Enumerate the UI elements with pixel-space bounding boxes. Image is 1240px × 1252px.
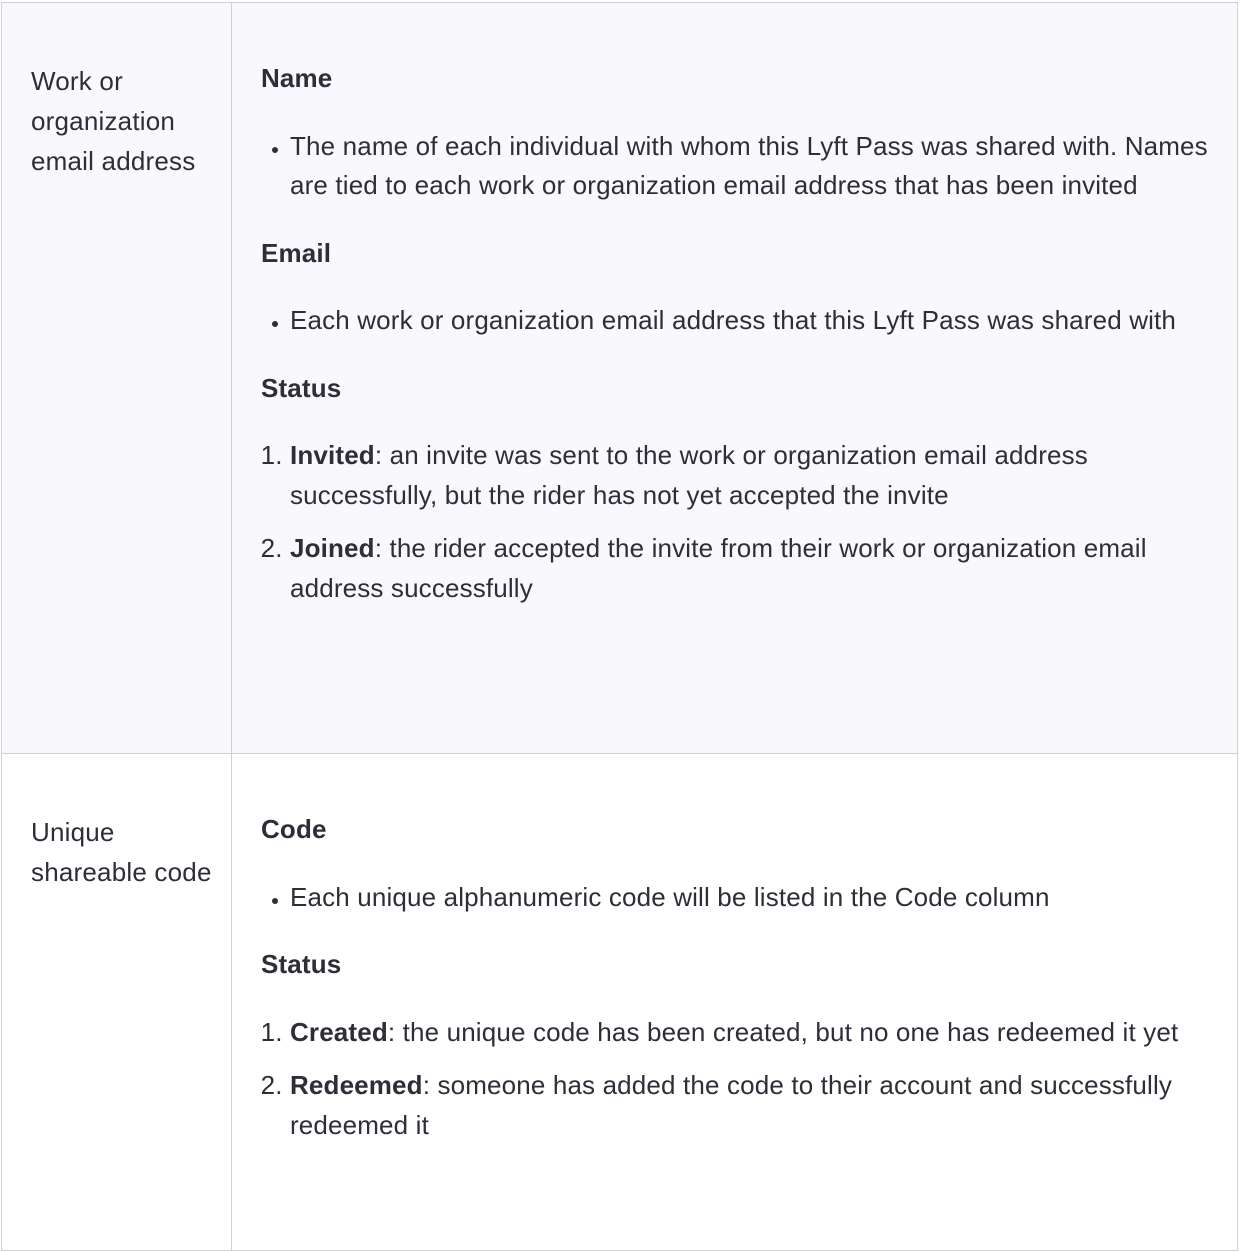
row-label-code: Unique shareable code [1,754,232,1250]
row-content-email [232,3,1238,753]
table-row-email [1,2,1238,753]
email-list [261,301,1209,341]
list-item: • Each unique alphanumeric code will be listed in the Code column [290,878,1209,918]
heading-status: Status [261,372,342,403]
heading-code: Code [261,814,327,844]
list-item: • The name of each individual with whom this Lyft Pass was shared with. Names are tied to each work or organization email address that has been invited [290,127,1209,206]
status-desc: : someone has added the code to their account and successfully redeemed it [290,1070,1173,1140]
list-item: • Each work or organization email address that this Lyft Pass was shared with [290,301,1209,341]
status-item-redeemed [290,1066,1209,1145]
status-list [261,436,1209,608]
heading-email: Email [261,237,332,268]
status-term: Created [290,1016,388,1047]
status-list [261,1013,1209,1146]
row-label-email: Work or organization email address [1,3,232,753]
status-desc: : the unique code has been created, but no one has redeemed it yet [387,1016,1179,1047]
status-term: Redeemed [290,1070,423,1100]
status-item-created [290,1013,1209,1053]
heading-status: Status [261,949,342,979]
status-item-joined [290,529,1209,608]
heading-name: Name [261,63,333,93]
status-desc: : an invite was sent to the work or organization email address successfully, but the rider has not yet accepted the invite [290,440,1088,510]
info-table [1,2,1238,1251]
status-term: Invited [290,440,375,470]
code-list [261,878,1209,918]
name-list [261,127,1209,206]
status-desc: : the rider accepted the invite from their work or organization email address successfully [290,533,1147,603]
table-row-code [1,753,1238,1251]
status-term: Joined [290,533,375,563]
status-item-invited [290,436,1209,515]
row-content-code [232,754,1238,1250]
